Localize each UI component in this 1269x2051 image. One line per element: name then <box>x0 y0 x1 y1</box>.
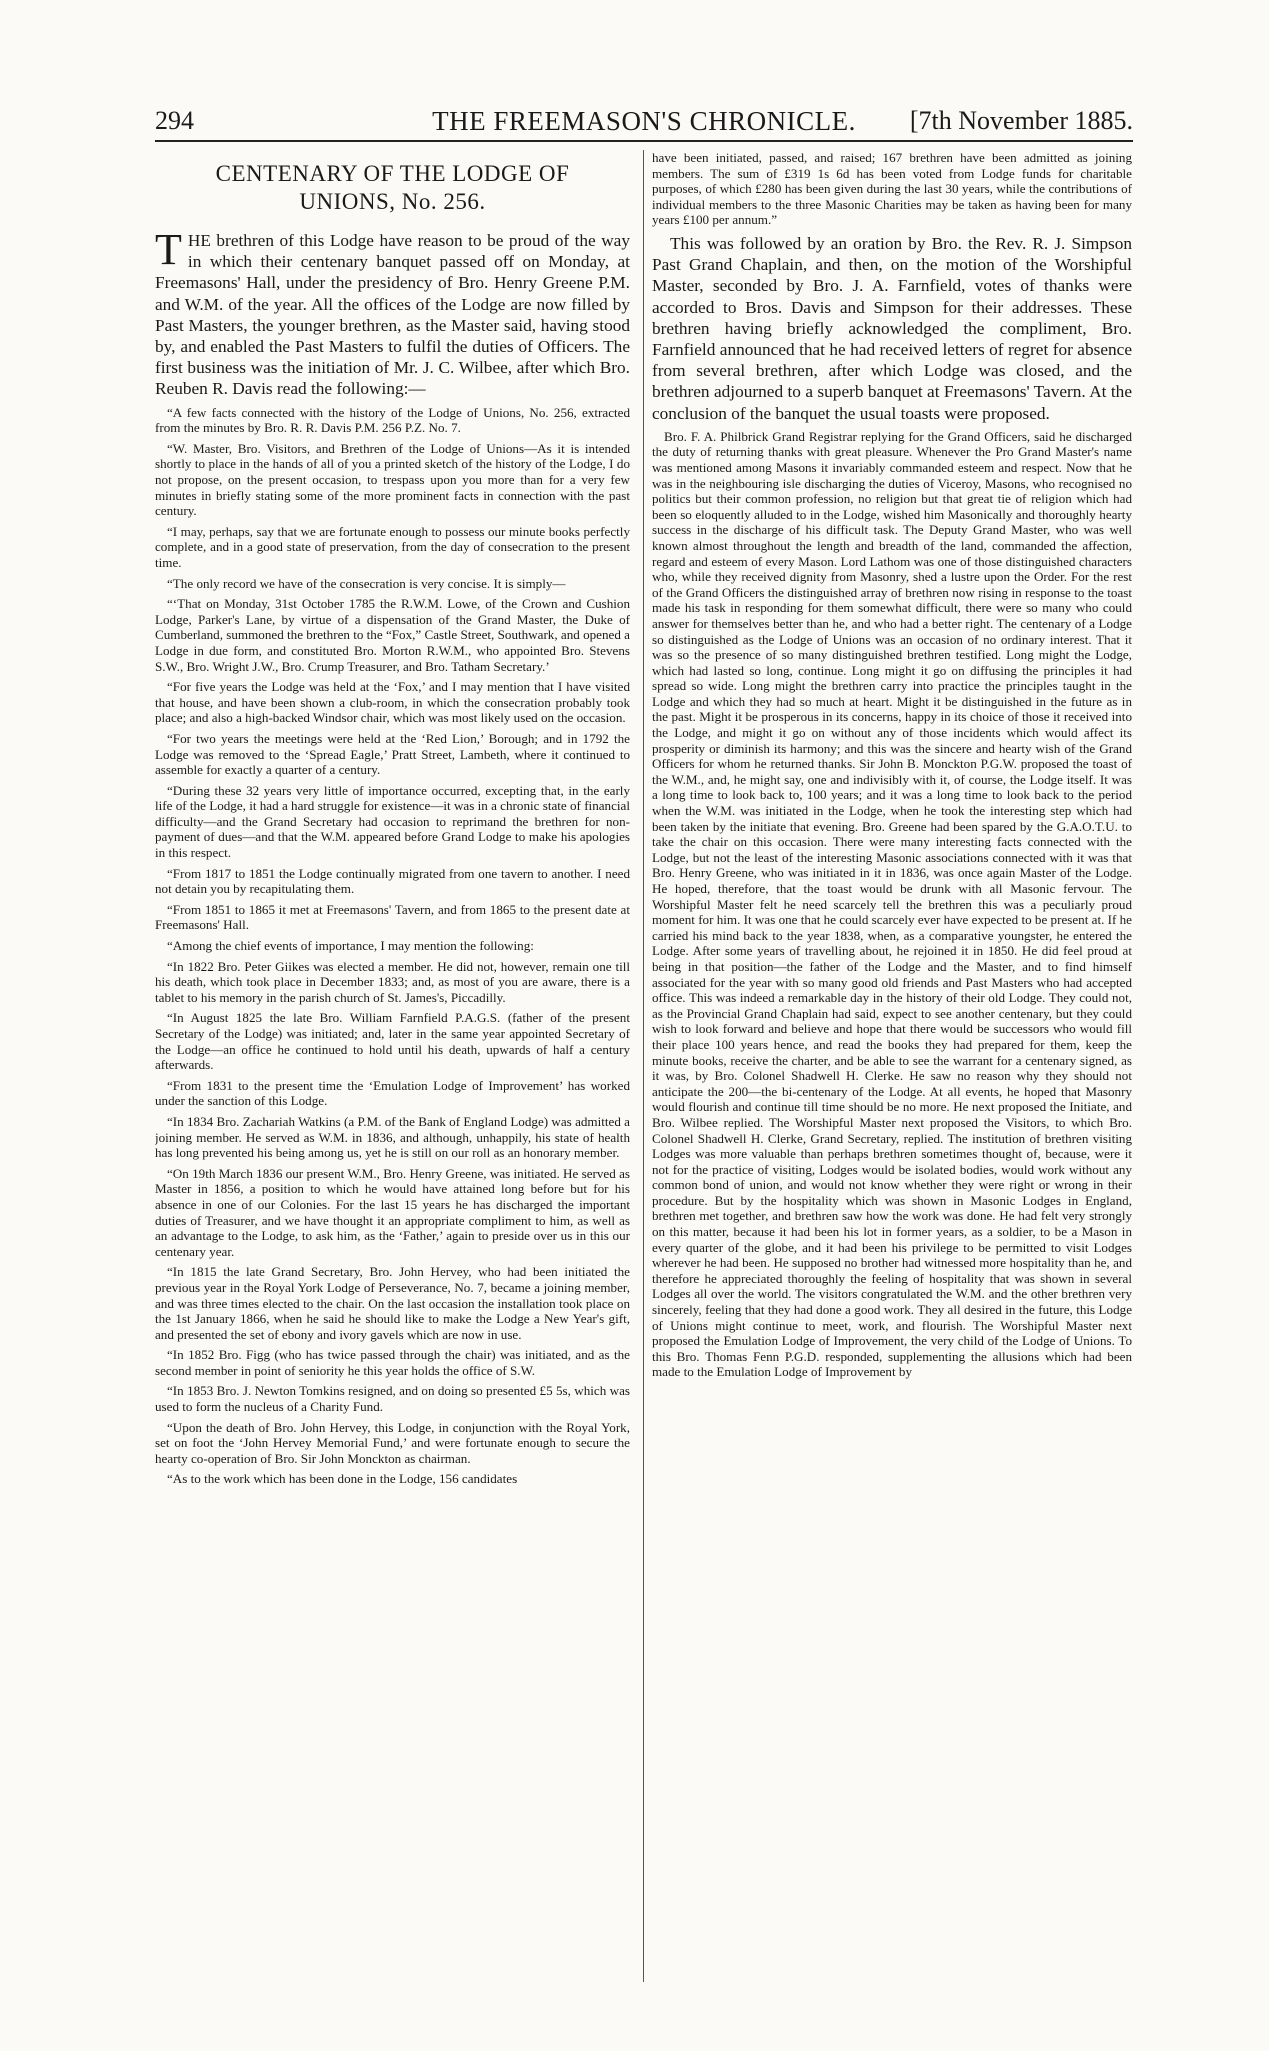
page-header <box>155 106 1133 136</box>
article-title-line-2: UNIONS, No. 256. <box>299 189 486 214</box>
body-paragraph: “In 1853 Bro. J. Newton Tomkins resigned, and on doing so presented £5 5s, which was used to form the nucleus of a Charity Fund. <box>155 1383 630 1415</box>
body-paragraph: “For five years the Lodge was held at the ‘Fox,’ and I may mention that I have visited that house, and have been shown a club-room, in which the consecration probably took place; and also a high-backed Windsor chair, which was most likely used on the occasion. <box>155 679 630 726</box>
body-paragraph: “In August 1825 the late Bro. William Farnfield P.A.G.S. (father of the present Secretary of the Lodge) was initiated; and, later in the same year appointed Secretary of the Lodge—an office he continued to hold until his death, upwards of half a century afterwards. <box>155 1010 630 1073</box>
body-paragraph: “In 1815 the late Grand Secretary, Bro. John Hervey, who had been initiated the previous year in the Royal York Lodge of Perseverance, No. 7, became a joining member, and was three times elected to the chair. On the last occasion the installation took place on the 1st January 1866, when he said he should like to make the Lodge a New Year's gift, and presented the set of ebony and ivory gavels which are now in use. <box>155 1264 630 1342</box>
right-column <box>652 150 1132 1990</box>
body-paragraph: “From 1851 to 1865 it met at Freemasons' Tavern, and from 1865 to the present date at Freemasons' Hall. <box>155 901 630 933</box>
body-paragraph: “Upon the death of Bro. John Hervey, this Lodge, in conjunction with the Royal York, set on foot the ‘John Hervey Memorial Fund,’ and were fortunate enough to secure the hearty co-operation of Bro. Sir John Monckton as chairman. <box>155 1419 630 1466</box>
body-paragraph: “I may, perhaps, say that we are fortunate enough to possess our minute books perfectly complete, and in a good state of preservation, from the day of consecration to the present time. <box>155 523 630 570</box>
body-paragraph: “On 19th March 1836 our present W.M., Bro. Henry Greene, was initiated. He served as Master in 1856, a position to which he would have attained long before but for his absence in one of our Colonies. For the last 15 years he has discharged the important duties of Treasurer, and we have thought it an appropriate compliment to him, as well as an advantage to the Lodge, to ask him, as the ‘Father,’ again to preside over us in this our centenary year. <box>155 1165 630 1259</box>
body-paragraph: “Among the chief events of importance, I may mention the following: <box>167 938 534 954</box>
quote-continuation: have been initiated, passed, and raised; 167 brethren have been admitted as joining members. The sum of £319 1s 6d has been voted from Lodge funds for charitable purposes, of which £280 has been given during the last 30 years, while the contributions of individual members to the three Masonic Charities may be taken as having been for many years £100 per annum.” <box>652 150 1132 228</box>
publication-title: THE FREEMASON'S CHRONICLE. <box>432 106 856 136</box>
header-rule <box>155 140 1133 142</box>
body-paragraph: “In 1834 Bro. Zachariah Watkins (a P.M. of the Bank of England Lodge) was admitted a joining member. He served as W.M. in 1836, and although, unhappily, his state of health has long prevented his being among us, yet he is still on our roll as an honorary member. <box>155 1113 630 1161</box>
page-number: 294 <box>155 106 194 135</box>
body-paragraph: “For two years the meetings were held at the ‘Red Lion,’ Borough; and in 1792 the Lodge was removed to the ‘Spread Eagle,’ Pratt Street, Lambeth, where it continued to assemble for exactly a quarter of a century. <box>155 730 630 778</box>
banquet-report: Bro. F. A. Philbrick Grand Registrar replying for the Grand Officers, said he discharged the duty of returning thanks with great pleasure. Whenever the Pro Grand Master's name was mentioned among Masons it invariably commanded esteem and respect. Now that he was in the neighbouring isle discharging the duties of Viceroy, Masons, who recognised no politics but their common profession, no religion but that great tie of religion which had been so eloquently alluded to in the Lodge, wished him Masonically and thoroughly hearty success in the discharge of his difficult task. The Deputy Grand Master, who was well known almost throughout the length and breadth of the land, commanded the affection, regard and esteem of every Mason. Lord Lathom was one of those distinguished characters who, while they received dignity from Masonry, shed a lustre upon the Order. For the rest of the Grand Officers the distinguished array of brethren now rising in response to the toast made his task in responding for them somewhat difficult, there were so many who could answer for themselves better than he, and who had a better right. The centenary of a Lodge so distinguished as the Lodge of Unions was an occasion of no ordinary interest. That it was so the presence of so many distinguished brethren testified. Long might the Lodge, which had lasted so long, continue. Long might it go on diffusing the principles it had spread so wide. Long might the brethren carry into practice the principles taught in the Lodge and which they had so much at heart. Might it be distinguished in the future as in the past. Might it be prosperous in its concerns, happy in its choice of those it received into the Lodge, and might it go on without any of those incidents which would affect its prosperity or diminish its harmony; and this was the sincere and hearty wish of the Grand Officers for whom he returned thanks. Sir John B. Monckton P.G.W. proposed the toast of the W.M., and, he might say, one and indivisibly with it, of course, the Lodge itself. It was a long time to look back to, 100 years; and it was a long time to look back to the period when the W.M. was initiated in the Lodge, when he took the interesting step which had been taken by the initiate that evening. Bro. Greene had been spared by the G.A.O.T.U. to take the chair on this occasion. There were many interesting facts connected with the Lodge, but not the least of the interesting Masonic associations connected with it was that Bro. Henry Greene, who was initiated in it in 1836, was once again Master of the Lodge. He hoped, therefore, that the toast would be drunk with all Masonic fervour. The Worshipful Master felt he need scarcely tell the brethren this was a peculiarly proud moment for him. It was one that he could scarcely ever have expected to be present at. If he carried his mind back to the year 1838, when, as a comparative youngster, he entered the Lodge. After some years of travelling about, he rejoined it in 1850. He did feel proud at being in that position—the father of the Lodge and the Master, and to find himself associated for the year with so many good old friends and Past Masters who had accepted office. This was indeed a remarkable day in the history of their old Lodge. They could not, as the Provincial Grand Chaplain had said, expect to see another centenary, but they could wish to look forward and believe and hope that there would be successors who would fill their place 100 years hence, and read the books they had prepared for them, keep the minute books, receive the charter, and be able to see the warrant for a centenary signed, as it was, by Bro. Colonel Shadwell H. Clerke. He saw no reason why they should not anticipate the 200—the bi-centenary of the Lodge. At all events, he hoped that Masonry would flourish and continue till time should be no more. He next proposed the Initiate, and Bro. Wilbee replied. The Worshipful Master next proposed the Visitors, to which Bro. Colonel Shadwell H. Clerke, Grand Secretary, replied. The institution of brethren visiting Lodges was more valuable than perhaps brethren sometimes thought of, because, were it not for the practice of visiting, Lodges would be isolated bodies, would work without any common bond of union, and would not know whether they were right or wrong in their procedure. But by the hospitality which was shown in Masonic Lodges in England, brethren met together, and brethren saw how the work was done. He had felt very strongly on this matter, because it had been his lot in former years, as a soldier, to be a Mason in every quarter of the globe, and it had been his privilege to be permitted to visit Lodges wherever he had been. He supposed no brother had witnessed more hospitality than he, and therefore he appreciated thoroughly the feeling of hospitality that was shown in several Lodges all over the world. The visitors congratulated the W.M. and the other brethren very sincerely, feeling that they had done a good work. They all desired in the future, this Lodge of Unions might continue to meet, work, and flourish. The Worshipful Master next proposed the Emulation Lodge of Improvement, the very child of the Lodge of Unions. To this Bro. Thomas Fenn P.G.D. responded, supplementing the allusions which had been made to the Emulation Lodge of Improvement by <box>652 428 1132 1380</box>
body-paragraph: “‘That on Monday, 31st October 1785 the R.W.M. Lowe, of the Crown and Cushion Lodge, Parker's Lane, by virtue of a dispensation of the Grand Master, the Duke of Cumberland, summoned the brethren to the “Fox,” Castle Street, Southwark, and opened a Lodge in due form, and constituted Bro. Morton R.W.M., who appointed Bro. Stevens S.W., Bro. Wright J.W., Bro. Crump Treasurer, and Bro. Tatham Secretary.’ <box>155 596 630 674</box>
body-paragraph: “A few facts connected with the history of the Lodge of Unions, No. 256, extracted from the minutes by Bro. R. R. Davis P.M. 256 P.Z. No. 7. <box>155 404 630 436</box>
article-title <box>155 160 630 216</box>
drop-cap: T <box>155 225 182 274</box>
body-paragraph: “W. Master, Bro. Visitors, and Brethren of the Lodge of Unions—As it is intended shortly to place in the hands of all of you a printed sketch of the history of the Lodge, I do not propose, on the present occasion, to trespass upon you more than for a very few minutes in briefly stating some of the more prominent facts in connection with the past century. <box>155 440 630 519</box>
left-column <box>155 150 630 1990</box>
body-paragraph: “From 1817 to 1851 the Lodge continually migrated from one tavern to another. I need not detain you by recapitulating them. <box>155 865 630 897</box>
body-paragraph: “The only record we have of the consecration is very concise. It is simply— <box>167 575 566 591</box>
body-paragraph: “As to the work which has been done in the Lodge, 156 candidates <box>167 1471 518 1487</box>
article-title-line-1: CENTENARY OF THE LODGE OF <box>215 161 570 186</box>
oration-paragraph: This was followed by an oration by Bro. the Rev. R. J. Simpson Past Grand Chaplain, and then, on the motion of the Worshipful Master, seconded by Bro. J. A. Farnfield, votes of thanks were accorded to Bros. Davis and Simpson for their addresses. These brethren having briefly acknowledged the compliment, Bro. Farnfield announced that he had received letters of regret for absence from several brethren, after which Lodge was closed, and the brethren adjourned to a superb banquet at Freemasons' Tavern. At the conclusion of the banquet the usual toasts were proposed. <box>652 233 1132 423</box>
lead-text: HE brethren of this Lodge have reason to be proud of the way in which their centenary banquet passed off on Monday, at Freemasons' Hall, under the presidency of Bro. Henry Greene P.M. and W.M. of the year. All the offices of the Lodge are now filled by Past Masters, the younger brethren, as the Master said, having stood by, and enabled the Past Masters to fulfil the duties of Officers. The first business was the initiation of Mr. J. C. Wilbee, after which Bro. Reuben R. Davis read the following:— <box>155 231 630 399</box>
column-divider <box>643 150 644 1982</box>
lead-paragraph <box>155 225 630 400</box>
minutes-extract <box>155 405 630 1487</box>
body-paragraph: “In 1852 Bro. Figg (who has twice passed through the chair) was initiated, and as the second member in point of seniority he this year holds the office of S.W. <box>155 1347 630 1378</box>
body-paragraph: “During these 32 years very little of importance occurred, excepting that, in the early life of the Lodge, it had a hard struggle for existence—it was in a chronic state of financial difficulty—and the Grand Secretary had occasion to reprimand the brethren for non-payment of dues—and that the W.M. appeared before Grand Lodge to make his apologies in this respect. <box>155 782 630 861</box>
issue-date: [7th November 1885. <box>909 106 1133 135</box>
body-paragraph: “From 1831 to the present time the ‘Emulation Lodge of Improvement’ has worked under the sanction of this Lodge. <box>155 1077 630 1109</box>
body-paragraph: “In 1822 Bro. Peter Giikes was elected a member. He did not, however, remain one till his death, which took place in December 1833; and, as most of you are aware, there is a tablet to his memory in the parish church of St. James's, Piccadilly. <box>155 958 630 1005</box>
